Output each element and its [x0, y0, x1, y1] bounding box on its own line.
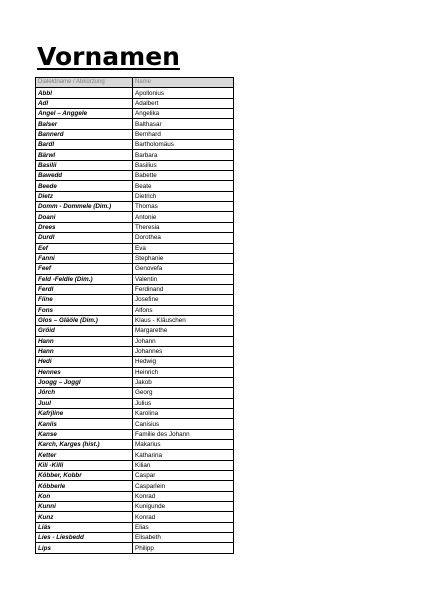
dialect-name-cell: Hedi — [36, 357, 133, 367]
header-name: Name — [133, 78, 234, 88]
dialect-name-cell: Kunni — [36, 502, 133, 512]
dialect-name-cell: Lips — [36, 543, 133, 553]
table-row — [36, 471, 234, 481]
name-cell: Georg — [133, 388, 234, 398]
table-row — [36, 274, 234, 284]
dialect-name-cell: Lies - Liesbedd — [36, 533, 133, 543]
name-cell: Alfons — [133, 305, 234, 315]
dialect-name-cell: Liäs — [36, 522, 133, 532]
dialect-name-cell: Kafrjline — [36, 409, 133, 419]
table-row — [36, 264, 234, 274]
dialect-name-cell: Beede — [36, 181, 133, 191]
dialect-name-cell: Fiine — [36, 295, 133, 305]
dialect-name-cell: Durdl — [36, 233, 133, 243]
dialect-name-cell: Ferdl — [36, 284, 133, 294]
name-cell: Margarethe — [133, 326, 234, 336]
name-cell: Casparlein — [133, 481, 234, 491]
name-cell: Karolina — [133, 409, 234, 419]
dialect-name-cell: Kunz — [36, 512, 133, 522]
table-row — [36, 88, 234, 98]
page-title: Vornamen — [37, 42, 180, 71]
dialect-name-cell: Drees — [36, 222, 133, 232]
dialect-name-cell: Abbl — [36, 88, 133, 98]
table-row — [36, 243, 234, 253]
table-row — [36, 357, 234, 367]
name-cell: Adalbert — [133, 98, 234, 108]
table-row — [36, 171, 234, 181]
table-row — [36, 191, 234, 201]
name-cell: Beate — [133, 181, 234, 191]
name-cell: Kunigunde — [133, 502, 234, 512]
name-cell: Kilian — [133, 460, 234, 470]
table-row — [36, 98, 234, 108]
table-row — [36, 429, 234, 439]
name-cell: Theresia — [133, 222, 234, 232]
table-row — [36, 346, 234, 356]
dialect-name-cell: Hann — [36, 336, 133, 346]
dialect-name-cell: Dietz — [36, 191, 133, 201]
table-row — [36, 388, 234, 398]
table-row — [36, 543, 234, 553]
header-dialect-name: Dialektname / Abkürzung — [36, 78, 133, 88]
dialect-name-cell: Angel – Anggele — [36, 109, 133, 119]
dialect-name-cell: Köbberle — [36, 481, 133, 491]
table-row — [36, 305, 234, 315]
table-row — [36, 481, 234, 491]
name-cell: Josefine — [133, 295, 234, 305]
table-row — [36, 212, 234, 222]
dialect-name-cell: Köbber, Kobbr — [36, 471, 133, 481]
name-cell: Genovefa — [133, 264, 234, 274]
table-row — [36, 367, 234, 377]
table-row — [36, 502, 234, 512]
name-cell: Basilius — [133, 160, 234, 170]
table-row — [36, 522, 234, 532]
name-cell: Bernhard — [133, 129, 234, 139]
dialect-name-cell: Balser — [36, 119, 133, 129]
dialect-name-cell: Bawedd — [36, 171, 133, 181]
dialect-name-cell: Domm - Dommele (Dim.) — [36, 202, 133, 212]
name-cell: Valentin — [133, 274, 234, 284]
table-row — [36, 140, 234, 150]
dialect-name-cell: Bardl — [36, 140, 133, 150]
dialect-name-cell: Glos – Gläöle (Dim.) — [36, 315, 133, 325]
name-cell: Makarius — [133, 440, 234, 450]
table-row — [36, 409, 234, 419]
table-row — [36, 419, 234, 429]
table-row — [36, 398, 234, 408]
dialect-name-cell: Eef — [36, 243, 133, 253]
table-row — [36, 202, 234, 212]
table-row — [36, 150, 234, 160]
table-body — [36, 88, 234, 553]
name-cell: Canisius — [133, 419, 234, 429]
name-cell: Philipp — [133, 543, 234, 553]
dialect-name-cell: Feef — [36, 264, 133, 274]
name-cell: Dorothea — [133, 233, 234, 243]
table-row — [36, 181, 234, 191]
dialect-name-cell: Feld -Feldle (Dim.) — [36, 274, 133, 284]
dialect-name-cell: Kanse — [36, 429, 133, 439]
table-row — [36, 284, 234, 294]
table-row — [36, 119, 234, 129]
table-header-row — [36, 78, 234, 88]
dialect-name-cell: Hann — [36, 346, 133, 356]
name-cell: Ferdinand — [133, 284, 234, 294]
dialect-name-cell: Jörch — [36, 388, 133, 398]
name-cell: Julius — [133, 398, 234, 408]
dialect-name-cell: Kon — [36, 491, 133, 501]
dialect-name-cell: Bärwl — [36, 150, 133, 160]
table-row — [36, 233, 234, 243]
name-cell: Familie des Johann — [133, 429, 234, 439]
dialect-name-cell: Karch, Karges (hist.) — [36, 440, 133, 450]
name-cell: Jakob — [133, 377, 234, 387]
table-row — [36, 295, 234, 305]
name-cell: Thomas — [133, 202, 234, 212]
table-row — [36, 450, 234, 460]
dialect-name-cell: Doani — [36, 212, 133, 222]
name-cell: Bartholomäus — [133, 140, 234, 150]
dialect-name-cell: Hennes — [36, 367, 133, 377]
dialect-name-cell: Gröid — [36, 326, 133, 336]
dialect-name-cell: Kili -Killi — [36, 460, 133, 470]
dialect-name-cell: Fanni — [36, 253, 133, 263]
table-row — [36, 460, 234, 470]
name-cell: Heinrich — [133, 367, 234, 377]
dialect-name-cell: Adl — [36, 98, 133, 108]
name-cell: Konrad — [133, 512, 234, 522]
name-cell: Konrad — [133, 491, 234, 501]
dialect-name-cell: Basilii — [36, 160, 133, 170]
table-row — [36, 315, 234, 325]
name-cell: Balthasar — [133, 119, 234, 129]
name-cell: Johann — [133, 336, 234, 346]
name-cell: Dietrich — [133, 191, 234, 201]
name-cell: Apollonius — [133, 88, 234, 98]
table-row — [36, 377, 234, 387]
name-cell: Babette — [133, 171, 234, 181]
name-cell: Elisabeth — [133, 533, 234, 543]
name-cell: Hedwig — [133, 357, 234, 367]
dialect-name-cell: Juul — [36, 398, 133, 408]
name-cell: Eva — [133, 243, 234, 253]
name-cell: Katharina — [133, 450, 234, 460]
names-table — [35, 77, 234, 554]
table-row — [36, 129, 234, 139]
table-row — [36, 222, 234, 232]
table-row — [36, 491, 234, 501]
table-row — [36, 512, 234, 522]
dialect-name-cell: Bannerd — [36, 129, 133, 139]
table-row — [36, 336, 234, 346]
name-cell: Johannes — [133, 346, 234, 356]
table-row — [36, 533, 234, 543]
name-cell: Antonie — [133, 212, 234, 222]
table-row — [36, 109, 234, 119]
dialect-name-cell: Ketter — [36, 450, 133, 460]
table-row — [36, 326, 234, 336]
name-cell: Caspar — [133, 471, 234, 481]
name-cell: Angelika — [133, 109, 234, 119]
dialect-name-cell: Joogg – Joggl — [36, 377, 133, 387]
table-row — [36, 160, 234, 170]
name-cell: Klaus - Kläuschen — [133, 315, 234, 325]
dialect-name-cell: Kaniis — [36, 419, 133, 429]
table-row — [36, 440, 234, 450]
table-row — [36, 253, 234, 263]
name-cell: Elias — [133, 522, 234, 532]
dialect-name-cell: Fons — [36, 305, 133, 315]
name-cell: Barbara — [133, 150, 234, 160]
name-cell: Stephanie — [133, 253, 234, 263]
